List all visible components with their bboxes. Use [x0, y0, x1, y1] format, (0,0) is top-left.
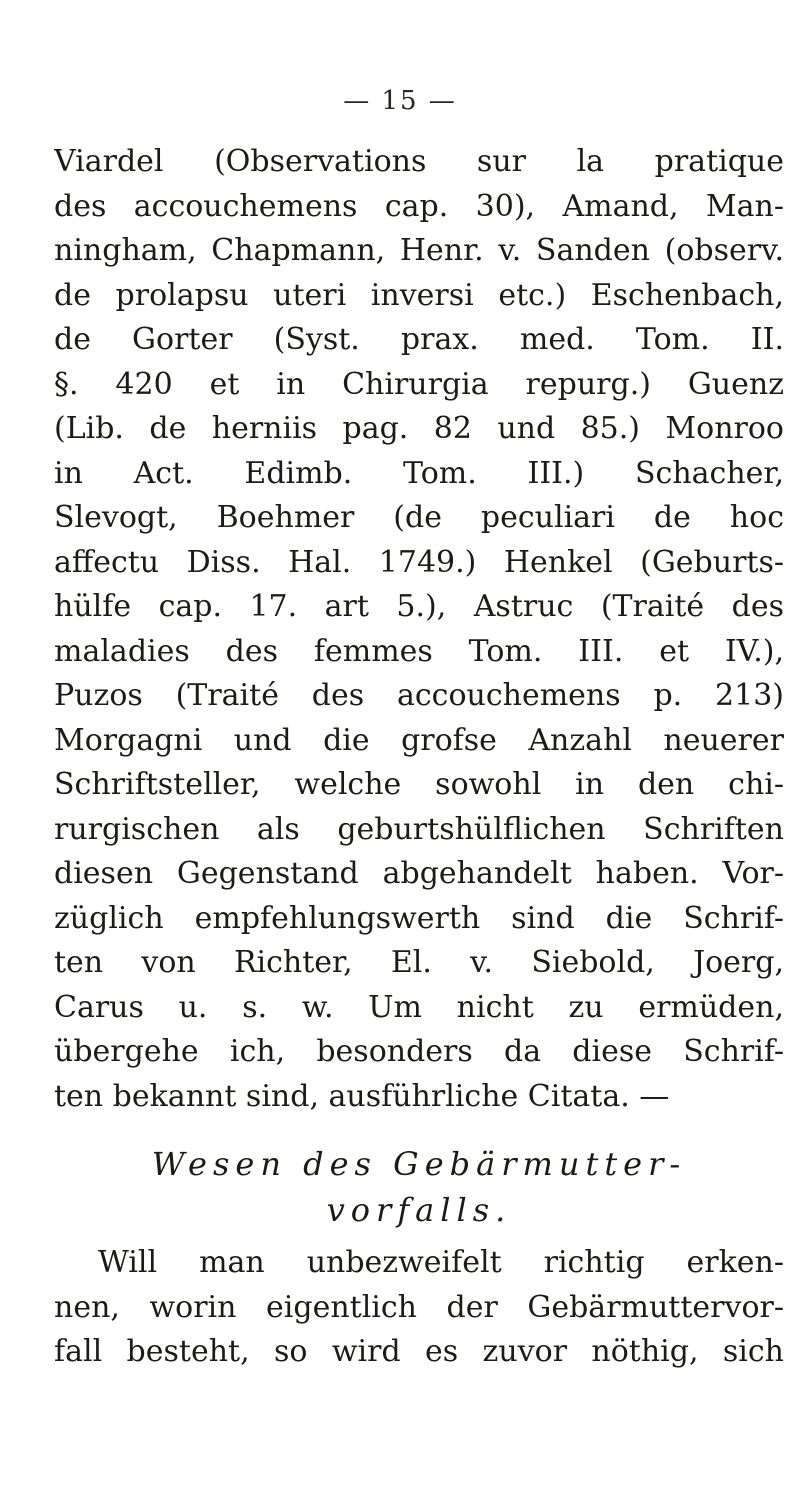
text-line: übergehe ich, besonders da diese Schrif-: [54, 1034, 784, 1069]
text-line: affectu Diss. Hal. 1749.) Henkel (Geburts-: [54, 544, 784, 580]
text-line: ten bekannt sind, ausführliche Citata. —: [54, 1078, 670, 1114]
text-line: de Gorter (Syst. prax. med. Tom. II.: [54, 322, 784, 357]
text-line: Morgagni und die grofse Anzahl neuerer: [54, 722, 784, 758]
text-line: §. 420 et in Chirurgia repurg.) Guenz: [54, 366, 784, 402]
text-line: ningham, Chapmann, Henr. v. Sanden (observ.: [54, 233, 784, 268]
text-line: nen, worin eigentlich der Gebärmuttervor-: [54, 1289, 784, 1325]
text-line: rurgischen als geburtshülflichen Schriften: [54, 811, 784, 847]
text-line: hülfe cap. 17. art 5.), Astruc (Traité des: [54, 589, 784, 624]
text-line: in Act. Edimb. Tom. III.) Schacher,: [54, 455, 784, 491]
text-line: Viardel (Observations sur la pratique: [54, 144, 784, 179]
text-line: Carus u. s. w. Um nicht zu ermüden,: [54, 989, 784, 1025]
text-line: Slevogt, Boehmer (de peculiari de hoc: [54, 500, 784, 535]
paragraph-citations: [54, 140, 784, 1119]
text-line: Will man unbezweifelt richtig erken-: [98, 1245, 784, 1280]
page-number: — 15 —: [343, 86, 457, 116]
text-line: züglich empfehlungswerth sind die Schrif-: [54, 900, 784, 936]
heading-line: vorfalls.: [326, 1191, 512, 1229]
paragraph-definition: [54, 1241, 784, 1375]
text-line: ten von Richter, El. v. Siebold, Joerg,: [54, 945, 784, 980]
text-line: fall besteht, so wird es zuvor nöthig, sich: [54, 1334, 784, 1369]
text-line: maladies des femmes Tom. III. et IV.),: [54, 633, 784, 669]
text-line: Schriftsteller, welche sowohl in den chi-: [54, 767, 784, 802]
text-line: de prolapsu uteri inversi etc.) Eschenbach,: [54, 277, 784, 313]
heading-line: Wesen des Gebärmutter-: [151, 1145, 687, 1183]
section-heading: [54, 1141, 784, 1233]
body-text: [54, 140, 784, 1375]
text-line: (Lib. de herniis pag. 82 und 85.) Monroo: [54, 411, 784, 446]
text-line: Puzos (Traité des accouchemens p. 213): [54, 678, 784, 713]
text-line: des accouchemens cap. 30), Amand, Man-: [54, 188, 784, 224]
text-line: diesen Gegenstand abgehandelt haben. Vor-: [54, 856, 784, 891]
